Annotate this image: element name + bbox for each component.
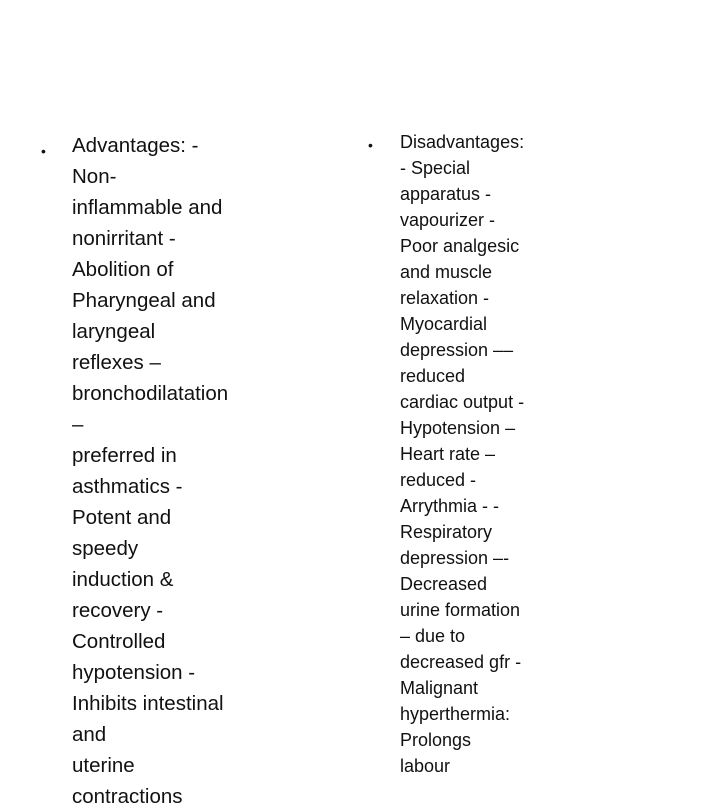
disadvantages-text: Disadvantages: - Special apparatus - vapourizer - Poor analgesic and muscle relaxation - Myocardial depression –– reduced cardiac output - Hypotension –Heart rate – reduced - Arrythmia - - Respiratory depression –- Decreased urine formation – due to decreased gfr - Malignant hyperthermia: Prolongs labour xyxy=(400,132,525,776)
advantages-text: Advantages: - Non- inflammable and nonirritant - Abolition of Pharyngeal and laryngeal reflexes – bronchodilatation – preferred in asthmatics - Potent and speedy induction & recovery - Controlled hypotension - Inhibits intestinal and uterine contractions xyxy=(72,134,229,808)
bullet-icon: • xyxy=(41,143,46,159)
bullet-icon: • xyxy=(368,137,373,153)
